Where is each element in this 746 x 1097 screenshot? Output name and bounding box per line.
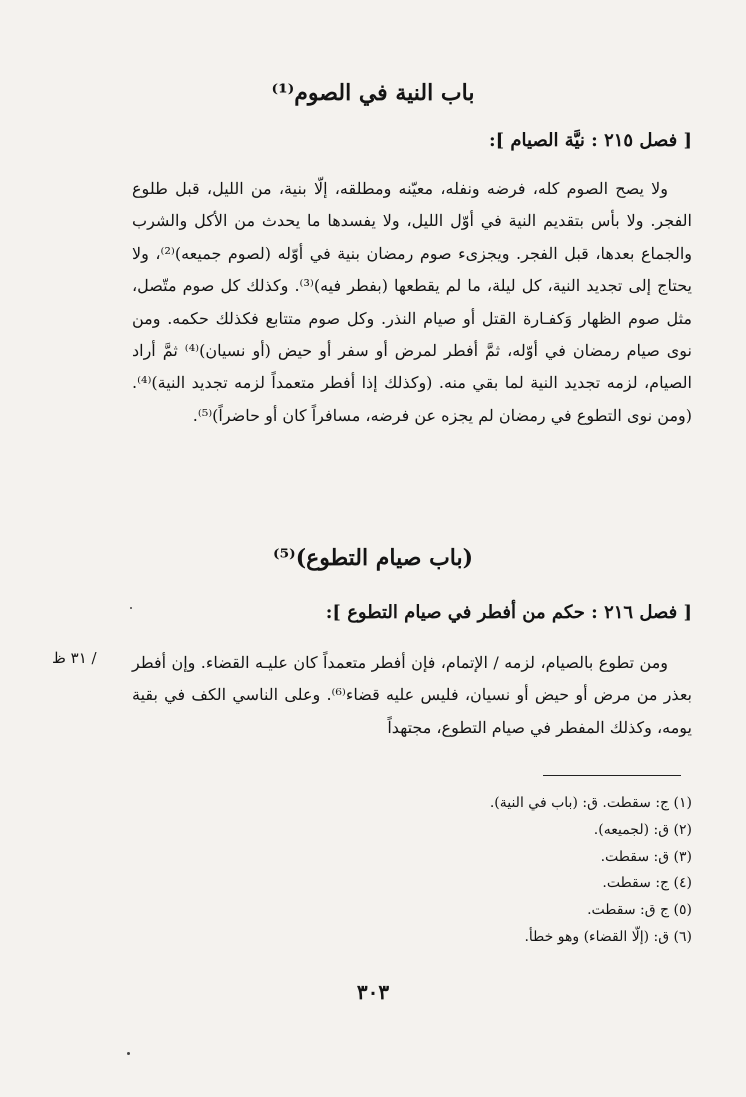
footnote-divider <box>543 775 681 776</box>
section-heading-216: [ فصل ٢١٦ : حكم من أفطر في صيام التطوع ]: <box>325 602 692 623</box>
footnote-2: (٢) ق: (لجميعه). <box>593 821 692 838</box>
footnote-5: (٥) ج ق: سقطت. <box>587 902 692 919</box>
footnote-6: (٦) ق: (إلّا القضاء) وهو خطأ. <box>524 928 692 945</box>
scan-speck <box>130 607 132 609</box>
chapter-title: باب النية في الصوم⁽¹⁾ <box>271 80 475 106</box>
chapter-title-2: (باب صيام التطوع)⁽⁵⁾ <box>272 545 474 571</box>
section-body-215 <box>132 173 692 432</box>
page-number: ٣٠٣ <box>356 980 390 1004</box>
scan-speck <box>127 1052 130 1055</box>
section-heading-215: [ فصل ٢١٥ : نيَّة الصيام ]: <box>488 130 692 151</box>
paragraph: ومن تطوع بالصيام، لزمه / الإتمام، فإن أفطر متعمداً كان عليـه القضاء. وإن أفطر بعذر من مرض أو حيض أو نسيان، فليس عليه قضاء⁽⁶⁾. وعلى الناسي الكف في بقية يومه، وكذلك المفطر في صيام التطوع، مجتهداً <box>132 653 693 737</box>
margin-folio-reference: / ٣١ ظ <box>52 649 97 667</box>
section-body-216 <box>132 647 692 744</box>
footnote-3: (٣) ق: سقطت. <box>600 848 692 865</box>
footnote-4: (٤) ج: سقطت. <box>602 875 692 892</box>
footnotes <box>300 790 692 951</box>
paragraph: ولا يصح الصوم كله، فرضه ونفله، معيّنه ومطلقه، إلّا بنية، من الليل، قبل طلوع الفجر. ولا بأس بتقديم النية في أوّل الليل، ولا يفسدها ما يحدث من الأكل والشرب والجماع بعدها، قبل الفجر. ويجزىء صوم رمضان بنية في أوّله (لصوم جميعه)⁽²⁾، ولا يحتاج إلى تجديد النية، كل ليلة، ما لم يقطعها (بفطر فيه)⁽³⁾. وكذلك كل صوم متّصل، مثل صوم الظهار وَكفـارة القتل أو صيام النذر. وكل صوم متتابع فكذلك حكمه. ومن نوى صيام رمضان في أوّله، ثمَّ أفطر لمرض أو سفر أو حيض (أو نسيان)⁽⁴⁾ ثمَّ أراد الصيام، لزمه تجديد النية لما بقي منه. (وكذلك إذا أفطر متعمداً لزمه تجديد النية)⁽⁴⁾. (ومن نوى التطوع في رمضان لم يجزه عن فرضه، مسافراً كان أو حاضراً)⁽⁵⁾. <box>132 179 693 425</box>
footnote-1: (١) ج: سقطت. ق: (باب في النية). <box>489 795 692 811</box>
